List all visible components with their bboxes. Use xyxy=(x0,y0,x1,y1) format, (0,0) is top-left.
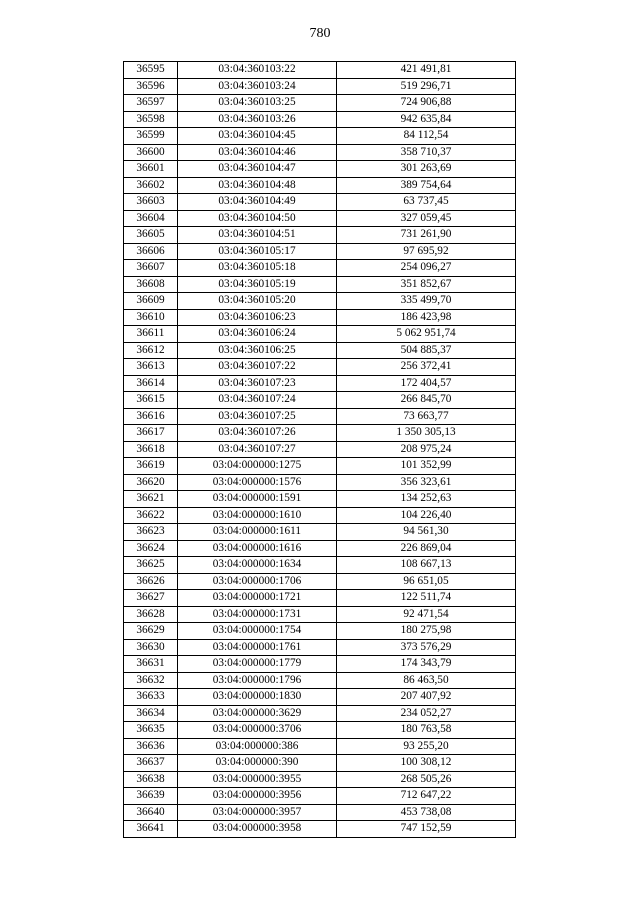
cadastral-number-cell: 03:04:360104:48 xyxy=(178,177,337,194)
value-cell: 180 763,58 xyxy=(337,722,516,739)
row-number-cell: 36605 xyxy=(124,227,178,244)
row-number-cell: 36622 xyxy=(124,507,178,524)
table-row xyxy=(124,359,516,376)
cadastral-number-cell: 03:04:000000:1611 xyxy=(178,524,337,541)
row-number-cell: 36623 xyxy=(124,524,178,541)
registry-table-body xyxy=(124,62,516,838)
row-number-cell: 36595 xyxy=(124,62,178,79)
value-cell: 172 404,57 xyxy=(337,375,516,392)
value-cell: 180 275,98 xyxy=(337,623,516,640)
table-row xyxy=(124,705,516,722)
value-cell: 84 112,54 xyxy=(337,128,516,145)
value-cell: 747 152,59 xyxy=(337,821,516,838)
cadastral-number-cell: 03:04:000000:1721 xyxy=(178,590,337,607)
row-number-cell: 36613 xyxy=(124,359,178,376)
row-number-cell: 36603 xyxy=(124,194,178,211)
value-cell: 96 651,05 xyxy=(337,573,516,590)
value-cell: 268 505,26 xyxy=(337,771,516,788)
cadastral-number-cell: 03:04:360104:49 xyxy=(178,194,337,211)
row-number-cell: 36604 xyxy=(124,210,178,227)
cadastral-number-cell: 03:04:360107:25 xyxy=(178,408,337,425)
value-cell: 104 226,40 xyxy=(337,507,516,524)
table-row xyxy=(124,144,516,161)
table-row xyxy=(124,128,516,145)
row-number-cell: 36600 xyxy=(124,144,178,161)
cadastral-number-cell: 03:04:000000:1610 xyxy=(178,507,337,524)
registry-table xyxy=(123,61,516,838)
table-row xyxy=(124,623,516,640)
cadastral-number-cell: 03:04:000000:3958 xyxy=(178,821,337,838)
table-row xyxy=(124,458,516,475)
table-row xyxy=(124,408,516,425)
table-row xyxy=(124,804,516,821)
table-row xyxy=(124,590,516,607)
row-number-cell: 36627 xyxy=(124,590,178,607)
row-number-cell: 36615 xyxy=(124,392,178,409)
cadastral-number-cell: 03:04:000000:3957 xyxy=(178,804,337,821)
cadastral-number-cell: 03:04:000000:1591 xyxy=(178,491,337,508)
cadastral-number-cell: 03:04:360107:26 xyxy=(178,425,337,442)
cadastral-number-cell: 03:04:000000:1731 xyxy=(178,606,337,623)
table-row xyxy=(124,672,516,689)
cadastral-number-cell: 03:04:000000:1634 xyxy=(178,557,337,574)
cadastral-number-cell: 03:04:360103:22 xyxy=(178,62,337,79)
value-cell: 301 263,69 xyxy=(337,161,516,178)
table-row xyxy=(124,392,516,409)
value-cell: 86 463,50 xyxy=(337,672,516,689)
table-row xyxy=(124,62,516,79)
value-cell: 1 350 305,13 xyxy=(337,425,516,442)
value-cell: 327 059,45 xyxy=(337,210,516,227)
row-number-cell: 36612 xyxy=(124,342,178,359)
row-number-cell: 36610 xyxy=(124,309,178,326)
table-row xyxy=(124,606,516,623)
cadastral-number-cell: 03:04:000000:1796 xyxy=(178,672,337,689)
cadastral-number-cell: 03:04:360105:19 xyxy=(178,276,337,293)
cadastral-number-cell: 03:04:360107:23 xyxy=(178,375,337,392)
value-cell: 356 323,61 xyxy=(337,474,516,491)
value-cell: 92 471,54 xyxy=(337,606,516,623)
cadastral-number-cell: 03:04:360106:24 xyxy=(178,326,337,343)
cadastral-number-cell: 03:04:360106:23 xyxy=(178,309,337,326)
cadastral-number-cell: 03:04:360104:47 xyxy=(178,161,337,178)
row-number-cell: 36629 xyxy=(124,623,178,640)
table-row xyxy=(124,573,516,590)
table-row xyxy=(124,491,516,508)
row-number-cell: 36638 xyxy=(124,771,178,788)
value-cell: 519 296,71 xyxy=(337,78,516,95)
row-number-cell: 36631 xyxy=(124,656,178,673)
value-cell: 453 738,08 xyxy=(337,804,516,821)
cadastral-number-cell: 03:04:000000:1616 xyxy=(178,540,337,557)
cadastral-number-cell: 03:04:360107:27 xyxy=(178,441,337,458)
row-number-cell: 36637 xyxy=(124,755,178,772)
cadastral-number-cell: 03:04:360103:26 xyxy=(178,111,337,128)
value-cell: 942 635,84 xyxy=(337,111,516,128)
row-number-cell: 36618 xyxy=(124,441,178,458)
table-row xyxy=(124,771,516,788)
row-number-cell: 36640 xyxy=(124,804,178,821)
row-number-cell: 36632 xyxy=(124,672,178,689)
page-number: 780 xyxy=(309,26,331,41)
table-row xyxy=(124,639,516,656)
table-row xyxy=(124,210,516,227)
cadastral-number-cell: 03:04:360103:24 xyxy=(178,78,337,95)
value-cell: 389 754,64 xyxy=(337,177,516,194)
value-cell: 93 255,20 xyxy=(337,738,516,755)
table-row xyxy=(124,557,516,574)
table-row xyxy=(124,540,516,557)
row-number-cell: 36609 xyxy=(124,293,178,310)
table-row xyxy=(124,507,516,524)
row-number-cell: 36620 xyxy=(124,474,178,491)
table-row xyxy=(124,342,516,359)
cadastral-number-cell: 03:04:000000:3629 xyxy=(178,705,337,722)
table-row xyxy=(124,656,516,673)
value-cell: 266 845,70 xyxy=(337,392,516,409)
row-number-cell: 36601 xyxy=(124,161,178,178)
cadastral-number-cell: 03:04:360106:25 xyxy=(178,342,337,359)
cadastral-number-cell: 03:04:360103:25 xyxy=(178,95,337,112)
row-number-cell: 36614 xyxy=(124,375,178,392)
value-cell: 94 561,30 xyxy=(337,524,516,541)
value-cell: 73 663,77 xyxy=(337,408,516,425)
table-row xyxy=(124,161,516,178)
value-cell: 207 407,92 xyxy=(337,689,516,706)
cadastral-number-cell: 03:04:000000:390 xyxy=(178,755,337,772)
value-cell: 101 352,99 xyxy=(337,458,516,475)
cadastral-number-cell: 03:04:000000:1830 xyxy=(178,689,337,706)
cadastral-number-cell: 03:04:000000:3956 xyxy=(178,788,337,805)
cadastral-number-cell: 03:04:000000:1754 xyxy=(178,623,337,640)
cadastral-number-cell: 03:04:000000:1706 xyxy=(178,573,337,590)
table-row xyxy=(124,425,516,442)
value-cell: 373 576,29 xyxy=(337,639,516,656)
row-number-cell: 36599 xyxy=(124,128,178,145)
table-row xyxy=(124,111,516,128)
row-number-cell: 36626 xyxy=(124,573,178,590)
table-row xyxy=(124,309,516,326)
row-number-cell: 36602 xyxy=(124,177,178,194)
table-row xyxy=(124,821,516,838)
row-number-cell: 36611 xyxy=(124,326,178,343)
value-cell: 134 252,63 xyxy=(337,491,516,508)
cadastral-number-cell: 03:04:000000:1761 xyxy=(178,639,337,656)
row-number-cell: 36616 xyxy=(124,408,178,425)
table-row xyxy=(124,689,516,706)
value-cell: 731 261,90 xyxy=(337,227,516,244)
cadastral-number-cell: 03:04:000000:1779 xyxy=(178,656,337,673)
value-cell: 358 710,37 xyxy=(337,144,516,161)
cadastral-number-cell: 03:04:360104:46 xyxy=(178,144,337,161)
row-number-cell: 36625 xyxy=(124,557,178,574)
table-row xyxy=(124,722,516,739)
table-row xyxy=(124,194,516,211)
cadastral-number-cell: 03:04:360105:17 xyxy=(178,243,337,260)
row-number-cell: 36597 xyxy=(124,95,178,112)
value-cell: 724 906,88 xyxy=(337,95,516,112)
value-cell: 335 499,70 xyxy=(337,293,516,310)
table-row xyxy=(124,375,516,392)
row-number-cell: 36634 xyxy=(124,705,178,722)
row-number-cell: 36633 xyxy=(124,689,178,706)
row-number-cell: 36607 xyxy=(124,260,178,277)
row-number-cell: 36635 xyxy=(124,722,178,739)
cadastral-number-cell: 03:04:000000:3706 xyxy=(178,722,337,739)
table-row xyxy=(124,755,516,772)
cadastral-number-cell: 03:04:000000:1576 xyxy=(178,474,337,491)
value-cell: 63 737,45 xyxy=(337,194,516,211)
value-cell: 256 372,41 xyxy=(337,359,516,376)
cadastral-number-cell: 03:04:360104:45 xyxy=(178,128,337,145)
value-cell: 100 308,12 xyxy=(337,755,516,772)
value-cell: 174 343,79 xyxy=(337,656,516,673)
cadastral-number-cell: 03:04:000000:1275 xyxy=(178,458,337,475)
table-row xyxy=(124,293,516,310)
table-row xyxy=(124,524,516,541)
cadastral-number-cell: 03:04:360104:50 xyxy=(178,210,337,227)
row-number-cell: 36641 xyxy=(124,821,178,838)
value-cell: 421 491,81 xyxy=(337,62,516,79)
value-cell: 254 096,27 xyxy=(337,260,516,277)
value-cell: 504 885,37 xyxy=(337,342,516,359)
row-number-cell: 36621 xyxy=(124,491,178,508)
cadastral-number-cell: 03:04:360105:20 xyxy=(178,293,337,310)
table-row xyxy=(124,738,516,755)
cadastral-number-cell: 03:04:360104:51 xyxy=(178,227,337,244)
row-number-cell: 36619 xyxy=(124,458,178,475)
value-cell: 108 667,13 xyxy=(337,557,516,574)
table-row xyxy=(124,276,516,293)
value-cell: 5 062 951,74 xyxy=(337,326,516,343)
table-row xyxy=(124,95,516,112)
table-row xyxy=(124,326,516,343)
value-cell: 234 052,27 xyxy=(337,705,516,722)
value-cell: 186 423,98 xyxy=(337,309,516,326)
row-number-cell: 36596 xyxy=(124,78,178,95)
value-cell: 712 647,22 xyxy=(337,788,516,805)
cadastral-number-cell: 03:04:000000:3955 xyxy=(178,771,337,788)
table-row xyxy=(124,177,516,194)
cadastral-number-cell: 03:04:360107:24 xyxy=(178,392,337,409)
value-cell: 226 869,04 xyxy=(337,540,516,557)
row-number-cell: 36608 xyxy=(124,276,178,293)
value-cell: 122 511,74 xyxy=(337,590,516,607)
cadastral-number-cell: 03:04:360105:18 xyxy=(178,260,337,277)
row-number-cell: 36636 xyxy=(124,738,178,755)
row-number-cell: 36606 xyxy=(124,243,178,260)
table-row xyxy=(124,260,516,277)
row-number-cell: 36639 xyxy=(124,788,178,805)
table-row xyxy=(124,441,516,458)
table-row xyxy=(124,243,516,260)
row-number-cell: 36630 xyxy=(124,639,178,656)
value-cell: 97 695,92 xyxy=(337,243,516,260)
cadastral-number-cell: 03:04:000000:386 xyxy=(178,738,337,755)
value-cell: 208 975,24 xyxy=(337,441,516,458)
row-number-cell: 36624 xyxy=(124,540,178,557)
table-row xyxy=(124,474,516,491)
cadastral-number-cell: 03:04:360107:22 xyxy=(178,359,337,376)
row-number-cell: 36628 xyxy=(124,606,178,623)
table-row xyxy=(124,78,516,95)
row-number-cell: 36617 xyxy=(124,425,178,442)
row-number-cell: 36598 xyxy=(124,111,178,128)
table-row xyxy=(124,788,516,805)
value-cell: 351 852,67 xyxy=(337,276,516,293)
table-row xyxy=(124,227,516,244)
